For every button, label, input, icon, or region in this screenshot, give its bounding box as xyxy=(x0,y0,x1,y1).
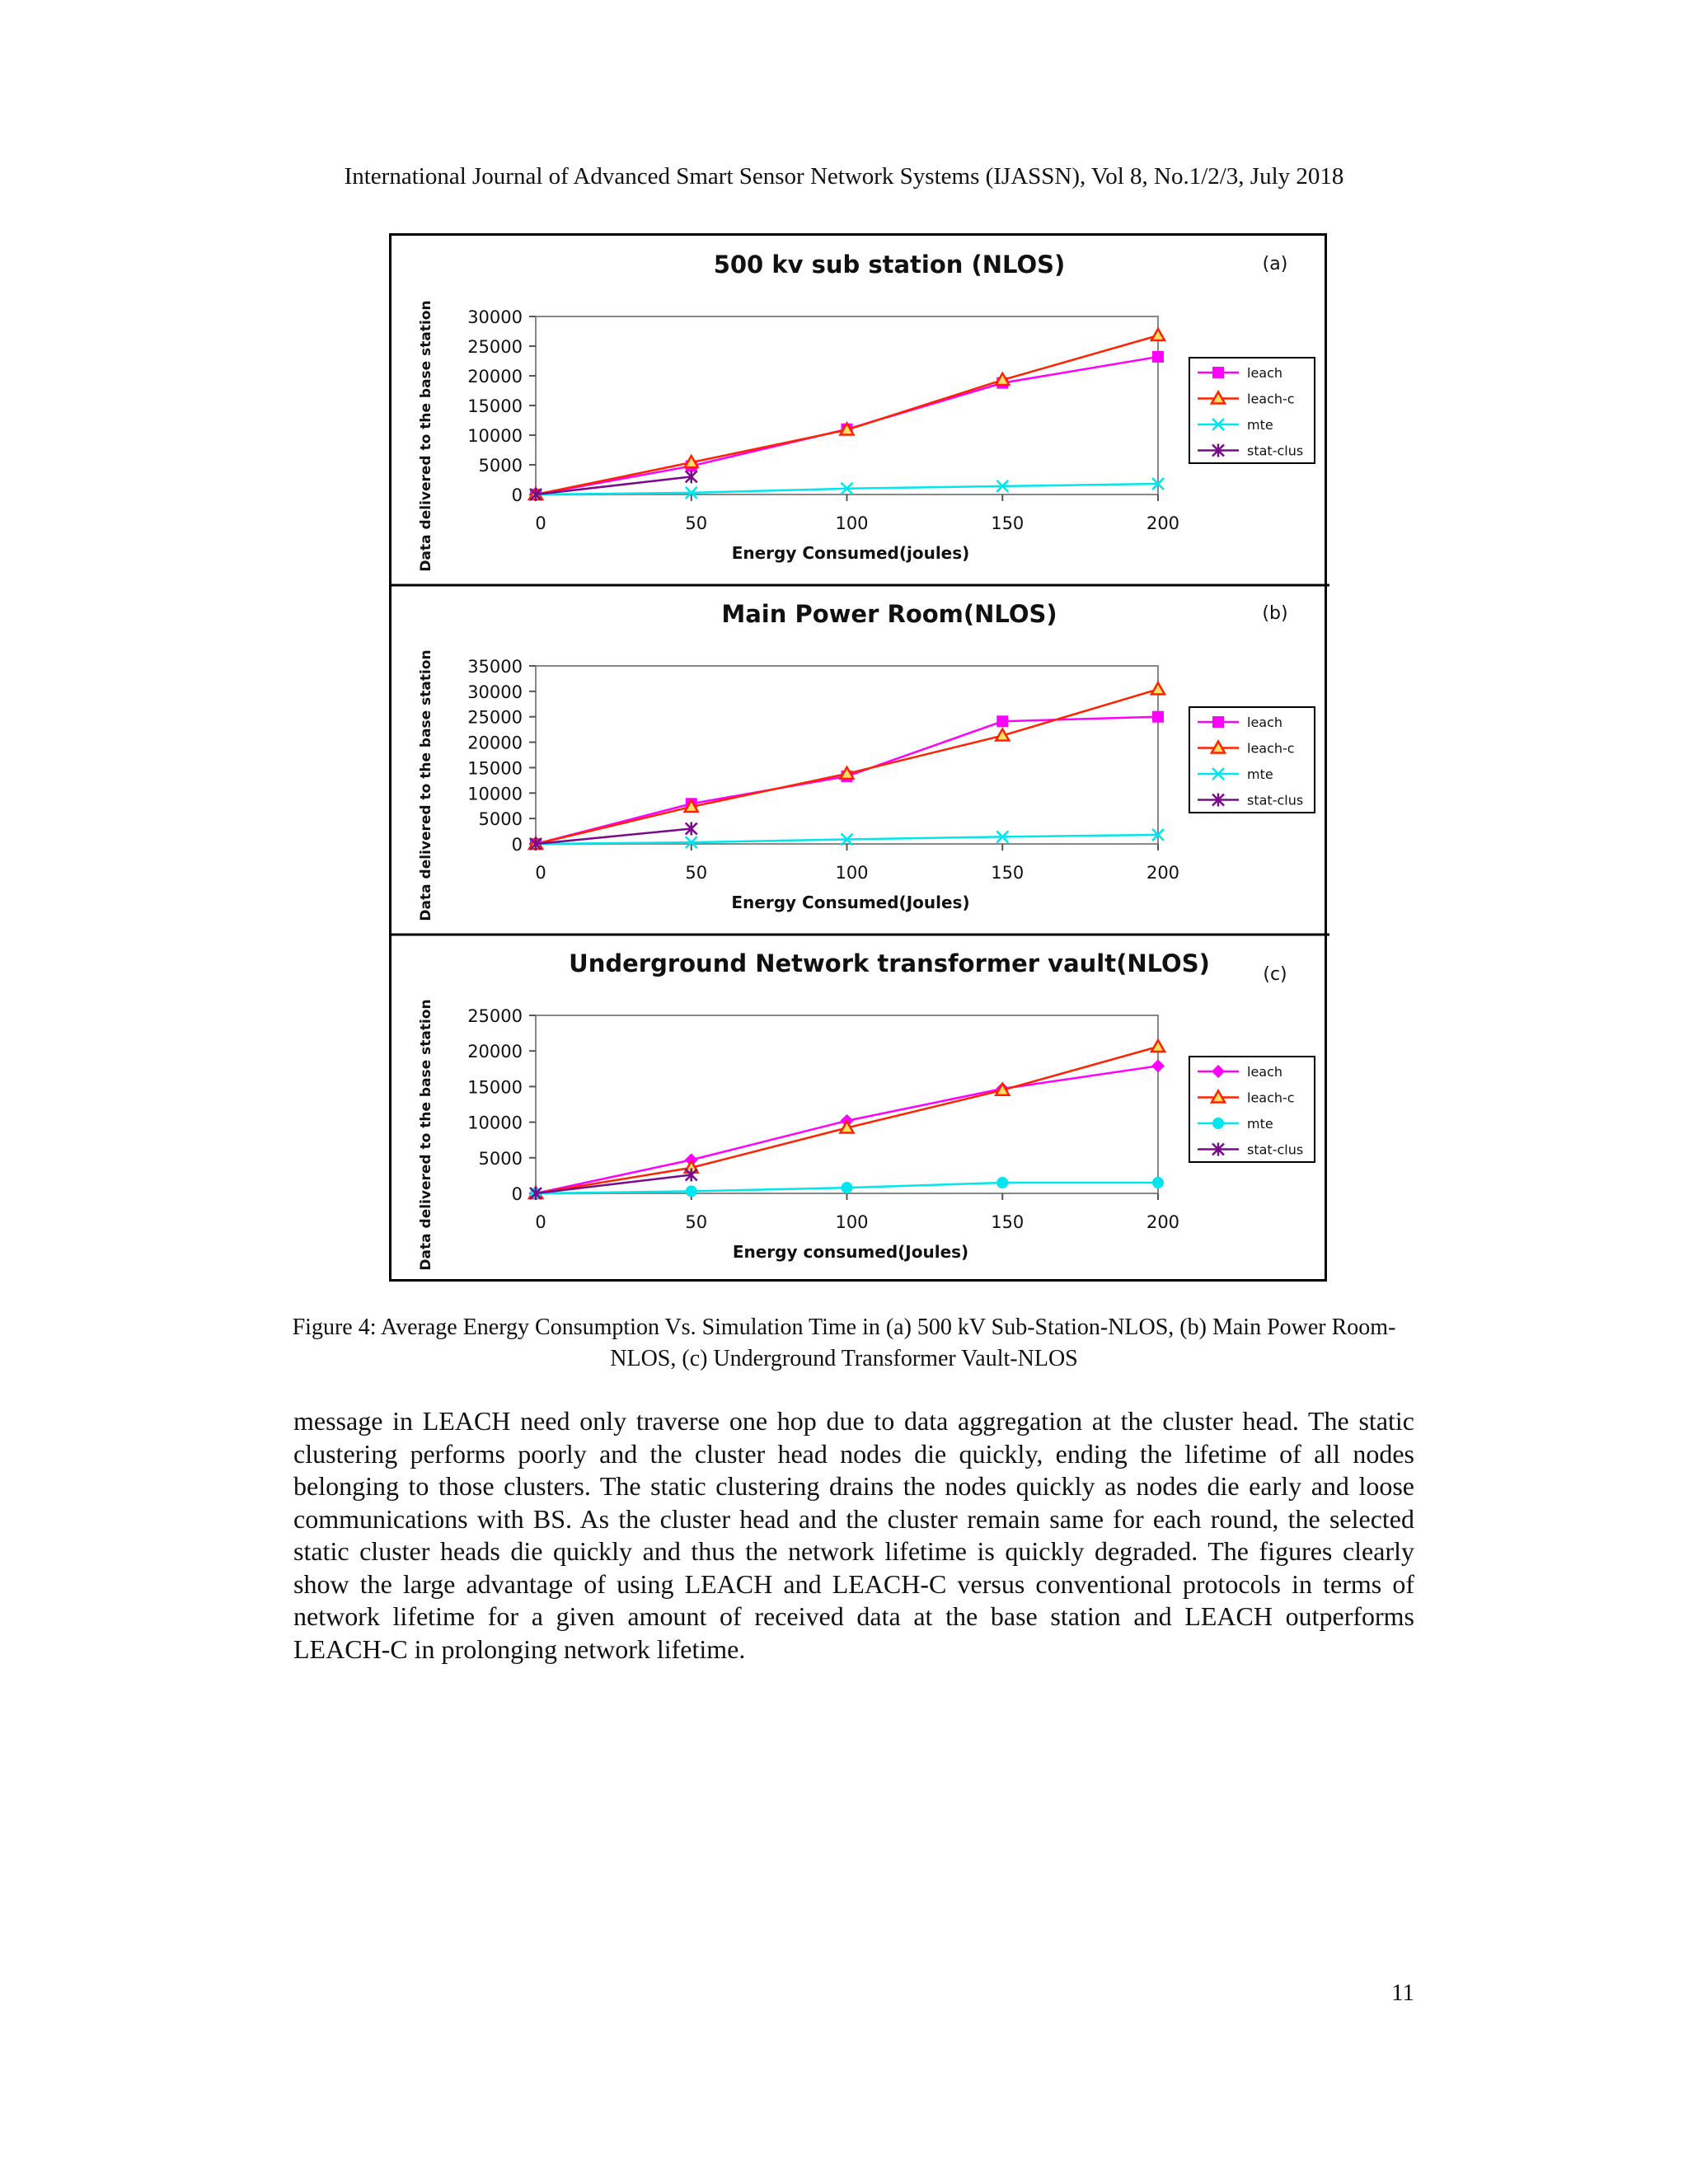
legend-label-stat-clus: stat-clus xyxy=(1247,1141,1304,1158)
data-point-leach xyxy=(996,715,1008,727)
legend-marker-leach xyxy=(1212,716,1224,728)
x-axis-label: Energy Consumed(joules) xyxy=(731,543,970,563)
y-tick-label: 35000 xyxy=(467,657,523,677)
legend-marker-leach xyxy=(1212,367,1224,378)
legend-marker-mte xyxy=(1212,1118,1224,1129)
y-tick-label: 20000 xyxy=(467,367,523,387)
x-tick-label: 0 xyxy=(535,863,546,883)
x-tick-label: 150 xyxy=(991,1212,1025,1232)
panel-label: (b) xyxy=(1262,603,1288,624)
x-tick-label: 150 xyxy=(991,513,1025,533)
y-tick-label: 25000 xyxy=(467,707,523,728)
y-tick-label: 0 xyxy=(511,1184,523,1204)
figure-4 xyxy=(389,233,1327,1282)
legend-label-leach-c: leach-c xyxy=(1247,740,1295,757)
chart-legend xyxy=(1189,707,1315,813)
figure-4-charts xyxy=(392,236,1329,1284)
page-number: 11 xyxy=(1391,1980,1414,2006)
y-tick-label: 5000 xyxy=(478,456,523,476)
legend-label-leach: leach xyxy=(1247,1064,1283,1080)
x-axis-label: Energy consumed(Joules) xyxy=(732,1242,969,1262)
x-tick-label: 200 xyxy=(1146,863,1180,883)
x-tick-label: 50 xyxy=(685,1212,708,1232)
data-point-mte xyxy=(996,1177,1008,1188)
chart-title: Underground Network transformer vault(NLOS) xyxy=(569,949,1210,977)
y-tick-label: 20000 xyxy=(467,1042,523,1062)
body-paragraph: message in LEACH need only traverse one hop due to data aggregation at the cluster head. The static clustering performs poorly and the cluster head nodes die quickly, ending the lifetime of all nodes belonging to those clusters. The static clustering drains the nodes quickly as nodes die early and loose communications with BS. As the cluster head and the cluster remain same for each round, the selected static cluster heads die quickly and thus the network lifetime is quickly degraded. The figures clearly show the large advantage of using LEACH and LEACH-C versus conventional protocols in terms of network lifetime for a given amount of received data at the base station and LEACH outperforms LEACH-C in prolonging network lifetime. xyxy=(293,1406,1414,1664)
chart-legend xyxy=(1189,1057,1315,1162)
legend-label-leach: leach xyxy=(1247,365,1283,381)
data-point-mte xyxy=(686,1185,697,1197)
data-point-leach xyxy=(1152,711,1164,723)
x-tick-label: 0 xyxy=(535,1212,546,1232)
legend-label-stat-clus: stat-clus xyxy=(1247,792,1304,808)
x-tick-label: 100 xyxy=(835,513,869,533)
y-tick-label: 15000 xyxy=(467,396,523,416)
plot-area xyxy=(536,316,1158,494)
panel-label: (c) xyxy=(1263,964,1287,985)
chart-title: Main Power Room(NLOS) xyxy=(721,600,1057,628)
legend-label-mte: mte xyxy=(1247,766,1273,782)
legend-label-leach-c: leach-c xyxy=(1247,1090,1295,1106)
y-axis-label: Data delivered to the base station xyxy=(418,649,434,921)
x-tick-label: 50 xyxy=(685,513,708,533)
plot-area xyxy=(536,666,1158,844)
y-tick-label: 0 xyxy=(511,485,523,505)
legend-label-stat-clus: stat-clus xyxy=(1247,443,1304,459)
y-axis-label: Data delivered to the base station xyxy=(418,300,434,572)
y-tick-label: 25000 xyxy=(467,1006,523,1026)
y-tick-label: 25000 xyxy=(467,337,523,357)
chart-panel-3 xyxy=(392,935,1329,1271)
legend-label-leach-c: leach-c xyxy=(1247,391,1295,407)
chart-legend xyxy=(1189,358,1315,463)
data-point-leach xyxy=(1152,351,1164,363)
legend-label-leach: leach xyxy=(1247,715,1283,730)
x-tick-label: 200 xyxy=(1146,1212,1180,1232)
y-tick-label: 10000 xyxy=(467,784,523,804)
x-tick-label: 100 xyxy=(835,863,869,883)
x-tick-label: 200 xyxy=(1146,513,1180,533)
x-tick-label: 50 xyxy=(685,863,708,883)
chart-panel-1 xyxy=(418,251,1315,572)
legend-label-mte: mte xyxy=(1247,1116,1273,1132)
y-tick-label: 30000 xyxy=(467,307,523,327)
panel-label: (a) xyxy=(1262,254,1288,274)
y-tick-label: 20000 xyxy=(467,733,523,753)
x-tick-label: 0 xyxy=(535,513,546,533)
data-point-mte xyxy=(842,1182,853,1193)
x-tick-label: 100 xyxy=(835,1212,869,1232)
y-tick-label: 5000 xyxy=(478,1148,523,1169)
journal-header: International Journal of Advanced Smart Sensor Network Systems (IJASSN), Vol 8, No.1/2/3, July 2018 xyxy=(344,163,1344,190)
y-tick-label: 30000 xyxy=(467,682,523,702)
chart-panel-2 xyxy=(392,585,1329,921)
x-tick-label: 150 xyxy=(991,863,1025,883)
figure-caption: Figure 4: Average Energy Consumption Vs. Simulation Time in (a) 500 kV Sub-Station-NLOS, (b) Main Power Room-NLOS, (c) Underground Transformer Vault-NLOS xyxy=(292,1315,1396,1371)
data-point-mte xyxy=(1152,1177,1164,1188)
y-tick-label: 10000 xyxy=(467,426,523,446)
y-tick-label: 5000 xyxy=(478,809,523,830)
y-tick-label: 10000 xyxy=(467,1113,523,1133)
y-tick-label: 15000 xyxy=(467,758,523,779)
chart-title: 500 kv sub station (NLOS) xyxy=(713,251,1066,279)
y-tick-label: 15000 xyxy=(467,1077,523,1098)
x-axis-label: Energy Consumed(Joules) xyxy=(731,893,970,912)
legend-label-mte: mte xyxy=(1247,417,1273,433)
plot-area xyxy=(536,1015,1158,1193)
y-axis-label: Data delivered to the base station xyxy=(418,999,434,1271)
y-tick-label: 0 xyxy=(511,835,523,855)
